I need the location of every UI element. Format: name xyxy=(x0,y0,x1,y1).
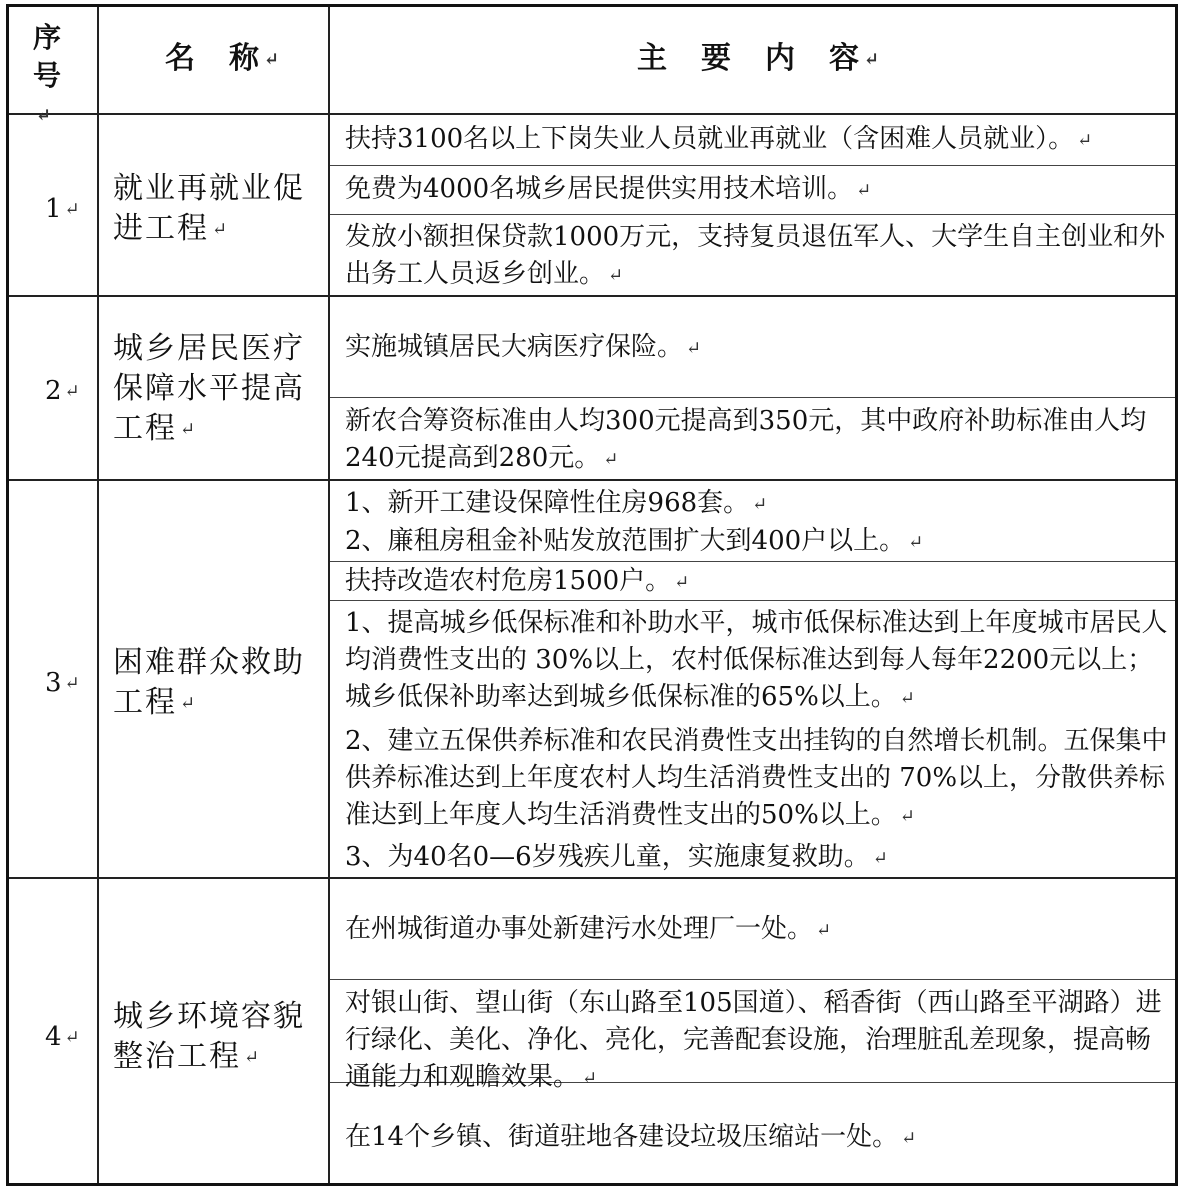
row-name: 城乡环境容貌整治工程 ↵ xyxy=(113,999,305,1074)
row-name: 城乡居民医疗保障水平提高工程 ↵ xyxy=(113,331,305,446)
table xyxy=(6,4,1178,1186)
content-item: 扶持改造农村危房1500户。 ↵ xyxy=(345,566,690,596)
column-divider xyxy=(328,7,330,1183)
row-divider xyxy=(9,113,1175,115)
content-item: 对银山街、望山街（东山路至105国道）、稻香街（西山路至平湖路）进行绿化、美化、净化、亮化，完善配套设施，治理脏乱差现象，提高畅通能力和观瞻效果。 ↵ xyxy=(345,988,1162,1092)
header-serial: 序号↵ xyxy=(33,21,64,126)
content-item: 1、新开工建设保障性住房968套。 ↵ xyxy=(345,488,768,518)
content-item: 在14个乡镇、街道驻地各建设垃圾压缩站一处。 ↵ xyxy=(345,1122,917,1152)
header-content: 主 要 内 容 ↵ xyxy=(637,41,882,76)
row-divider xyxy=(9,877,1175,879)
cell-divider xyxy=(330,561,1175,562)
row-name: 就业再就业促进工程 ↵ xyxy=(113,171,305,246)
content-item: 2、建立五保供养标准和农民消费性支出挂钩的自然增长机制。五保集中供养标准达到上年度农村人均生活消费性支出的 70%以上，分散供养标准达到上年度人均生活消费性支出的50%以上。 ↵ xyxy=(345,726,1168,830)
row-divider xyxy=(9,479,1175,481)
column-divider xyxy=(97,7,99,1183)
content-item: 实施城镇居民大病医疗保险。 ↵ xyxy=(345,332,702,362)
row-serial: 2 ↵ xyxy=(45,376,80,406)
cell-divider xyxy=(330,979,1175,980)
row-serial: 1 ↵ xyxy=(45,194,80,224)
row-name: 困难群众救助工程 ↵ xyxy=(113,645,305,720)
content-item: 扶持3100名以上下岗失业人员就业再就业（含困难人员就业）。 ↵ xyxy=(345,124,1093,154)
row-divider xyxy=(9,295,1175,297)
cell-divider xyxy=(330,165,1175,166)
content-item: 1、提高城乡低保标准和补助水平，城市低保标准达到上年度城市居民人均消费性支出的 30%以上，农村低保标准达到每人每年2200元以上；城乡低保补助率达到城乡低保标准的65%以上。 ↵ xyxy=(345,608,1168,712)
content-item: 发放小额担保贷款1000万元，支持复员退伍军人、大学生自主创业和外出务工人员返乡创业。 ↵ xyxy=(345,222,1166,289)
row-serial: 4 ↵ xyxy=(45,1022,80,1052)
content-item: 在州城街道办事处新建污水处理厂一处。 ↵ xyxy=(345,914,832,944)
header-name: 名 称 ↵ xyxy=(165,41,282,76)
cell-divider xyxy=(330,214,1175,215)
cell-divider xyxy=(330,397,1175,398)
content-item: 免费为4000名城乡居民提供实用技术培训。 ↵ xyxy=(345,174,872,204)
row-serial: 3 ↵ xyxy=(45,668,80,698)
content-item: 2、廉租房租金补贴发放范围扩大到400户以上。 ↵ xyxy=(345,526,924,556)
content-item: 新农合筹资标准由人均300元提高到350元，其中政府补助标准由人均240元提高到280元。 ↵ xyxy=(345,406,1147,473)
content-item: 3、为40名0—6岁残疾儿童，实施康复救助。 ↵ xyxy=(345,842,888,872)
